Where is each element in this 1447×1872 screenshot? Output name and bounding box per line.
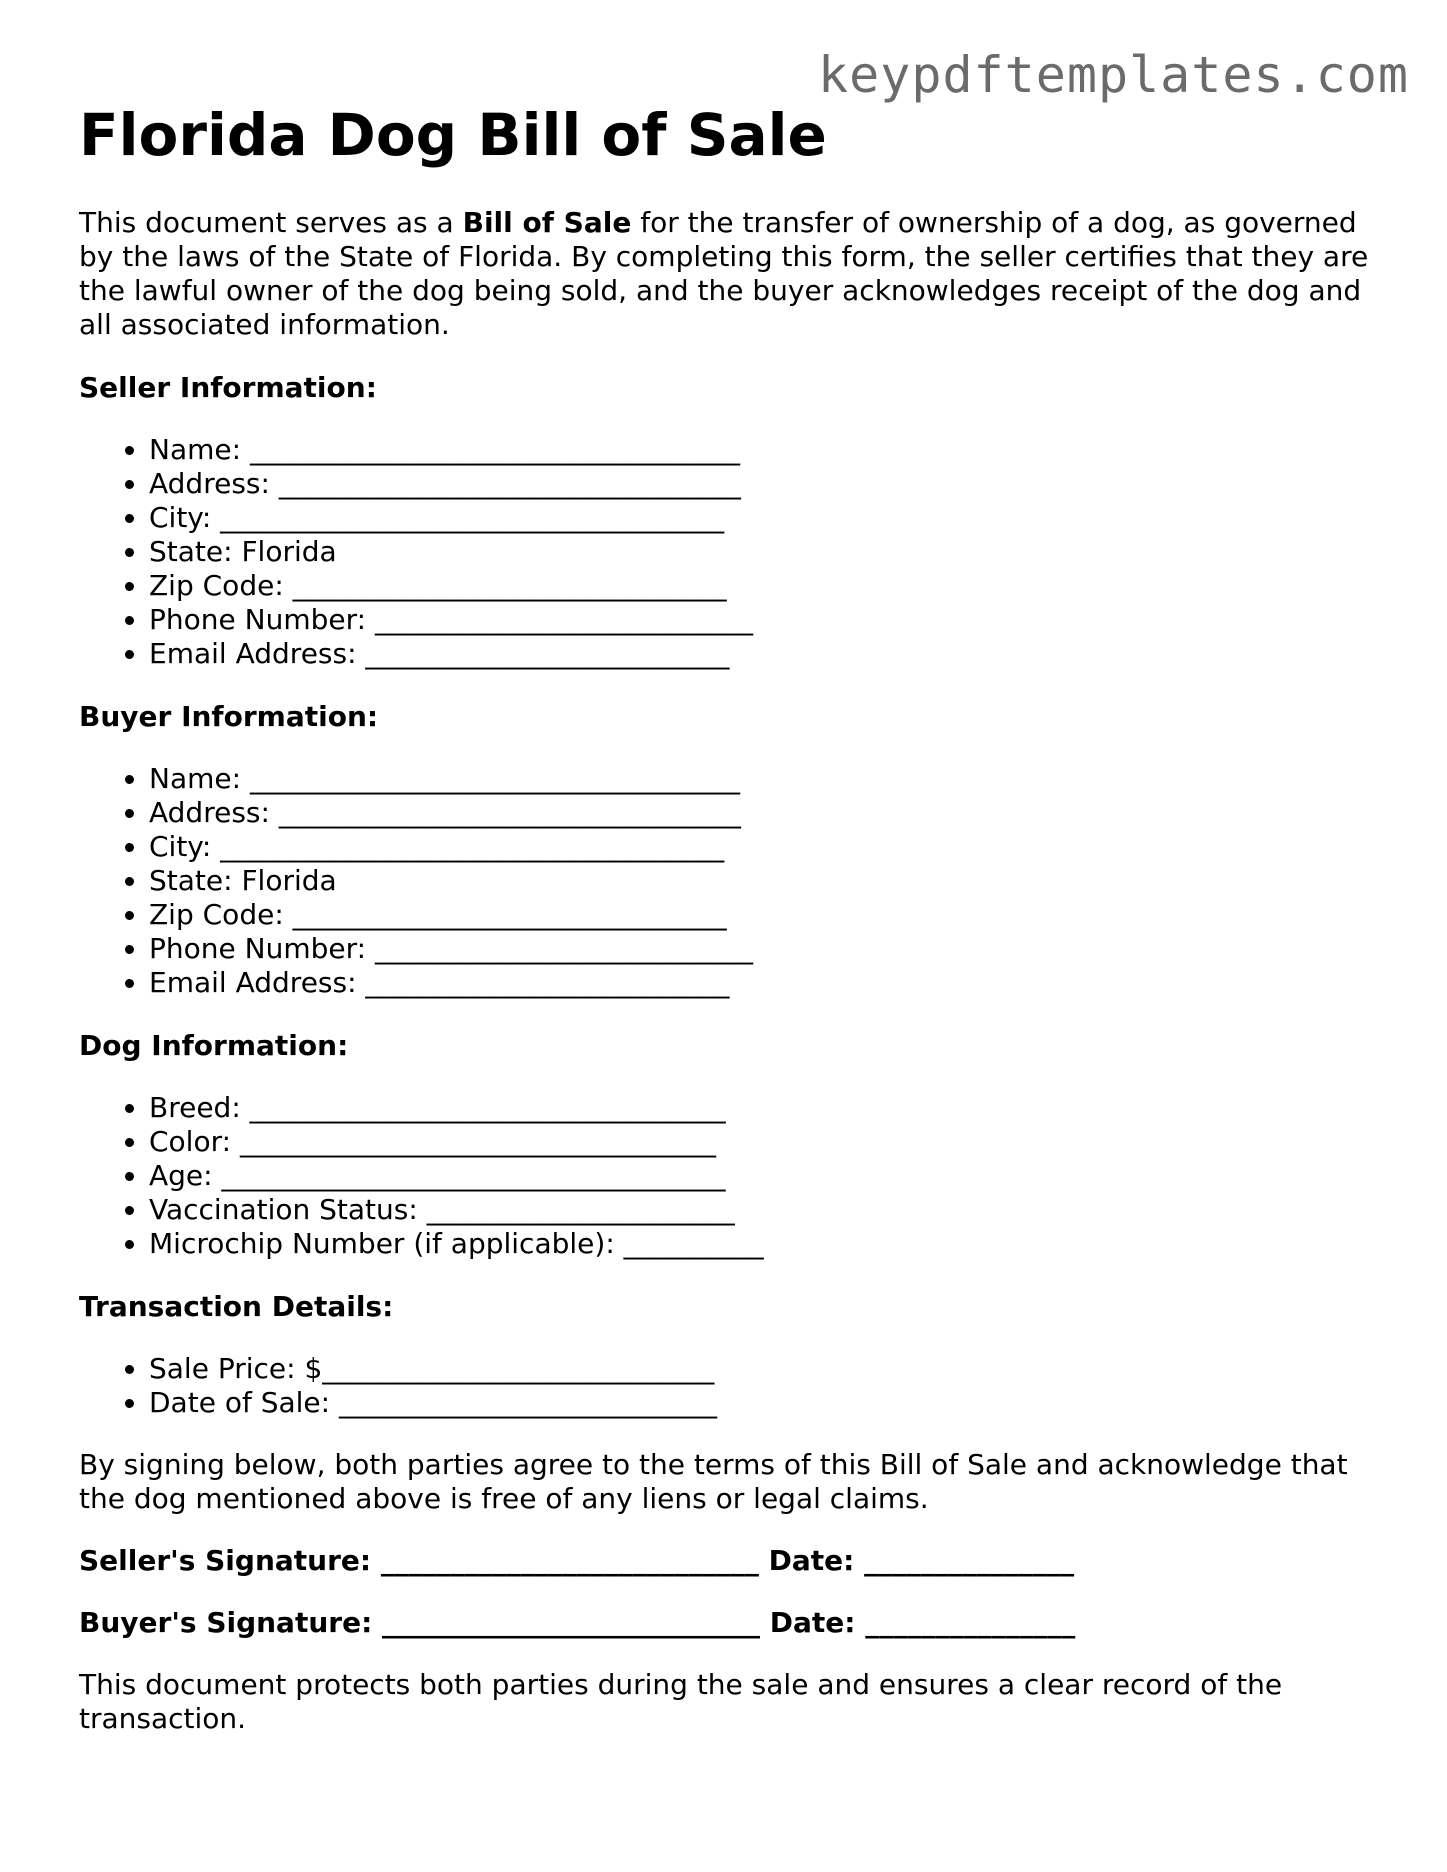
page-title: Florida Dog Bill of Sale: [79, 101, 827, 169]
closing-paragraph: This document protects both parties during the sale and ensures a clear record of the transaction.: [79, 1668, 1283, 1735]
dog-fields-list: [79, 1091, 1379, 1261]
buyer-email-field[interactable]: • Email Address: __________________________: [149, 966, 1379, 1000]
seller-fields-list: [79, 433, 1379, 671]
seller-date-label: Date:: [758, 1544, 865, 1577]
buyer-signature-label: Buyer's Signature:: [79, 1606, 383, 1639]
watermark: keypdftemplates.com: [818, 46, 1409, 104]
seller-zip-field[interactable]: • Zip Code: _______________________________: [149, 569, 1379, 603]
seller-phone-field[interactable]: • Phone Number: ___________________________: [149, 603, 1379, 637]
buyer-city-field[interactable]: • City: ____________________________________: [149, 830, 1379, 864]
seller-email-field[interactable]: • Email Address: __________________________: [149, 637, 1379, 671]
transaction-section-heading: Transaction Details:: [79, 1290, 394, 1323]
dog-section-heading: Dog Information:: [79, 1029, 349, 1062]
buyer-signature-field[interactable]: ___________________________: [382, 1606, 761, 1639]
seller-signature-field[interactable]: ___________________________: [380, 1544, 759, 1577]
intro-bold-term: Bill of Sale: [462, 206, 632, 239]
seller-city-field[interactable]: • City: ____________________________________: [149, 501, 1379, 535]
buyer-zip-field[interactable]: • Zip Code: _______________________________: [149, 898, 1379, 932]
buyer-fields-list: [79, 762, 1379, 1000]
seller-date-field[interactable]: _______________: [864, 1544, 1075, 1577]
intro-text-start: This document serves as a: [79, 206, 463, 239]
seller-signature-label: Seller's Signature:: [79, 1544, 381, 1577]
seller-signature-line: [79, 1544, 1379, 1578]
buyer-signature-line: [79, 1606, 1379, 1640]
dog-microchip-field[interactable]: • Microchip Number (if applicable): __________: [149, 1227, 1379, 1261]
buyer-phone-field[interactable]: • Phone Number: ___________________________: [149, 932, 1379, 966]
dog-vaccination-field[interactable]: • Vaccination Status: ______________________: [149, 1193, 1379, 1227]
sale-price-field[interactable]: • Sale Price: $____________________________: [149, 1352, 1379, 1386]
dog-age-field[interactable]: • Age: ____________________________________: [149, 1159, 1379, 1193]
seller-name-field[interactable]: • Name: ___________________________________: [149, 433, 1379, 467]
buyer-state-field: • State: Florida: [149, 864, 1379, 898]
dog-color-field[interactable]: • Color: __________________________________: [149, 1125, 1379, 1159]
transaction-fields-list: [79, 1352, 1379, 1420]
seller-state-field: • State: Florida: [149, 535, 1379, 569]
seller-address-field[interactable]: • Address: _________________________________: [149, 467, 1379, 501]
buyer-date-label: Date:: [760, 1606, 866, 1639]
document-page: [79, 100, 1379, 1736]
sale-date-field[interactable]: • Date of Sale: ___________________________: [149, 1386, 1379, 1420]
buyer-section-heading: Buyer Information:: [79, 700, 379, 733]
intro-paragraph: [79, 206, 1379, 342]
buyer-date-field[interactable]: _______________: [865, 1606, 1076, 1639]
dog-breed-field[interactable]: • Breed: __________________________________: [149, 1091, 1379, 1125]
intro-text-end: for the transfer of ownership of a dog, as governed by the laws of the State of Florida. By completing this form, the seller certifies that they are the lawful owner of the dog being sold, and the buyer acknowledges receipt of the dog and all associated information.: [79, 206, 1369, 341]
buyer-address-field[interactable]: • Address: _________________________________: [149, 796, 1379, 830]
seller-section-heading: Seller Information:: [79, 371, 377, 404]
buyer-name-field[interactable]: • Name: ___________________________________: [149, 762, 1379, 796]
agreement-paragraph: By signing below, both parties agree to the terms of this Bill of Sale and acknowledge that the dog mentioned above is free of any liens or legal claims.: [79, 1448, 1348, 1515]
